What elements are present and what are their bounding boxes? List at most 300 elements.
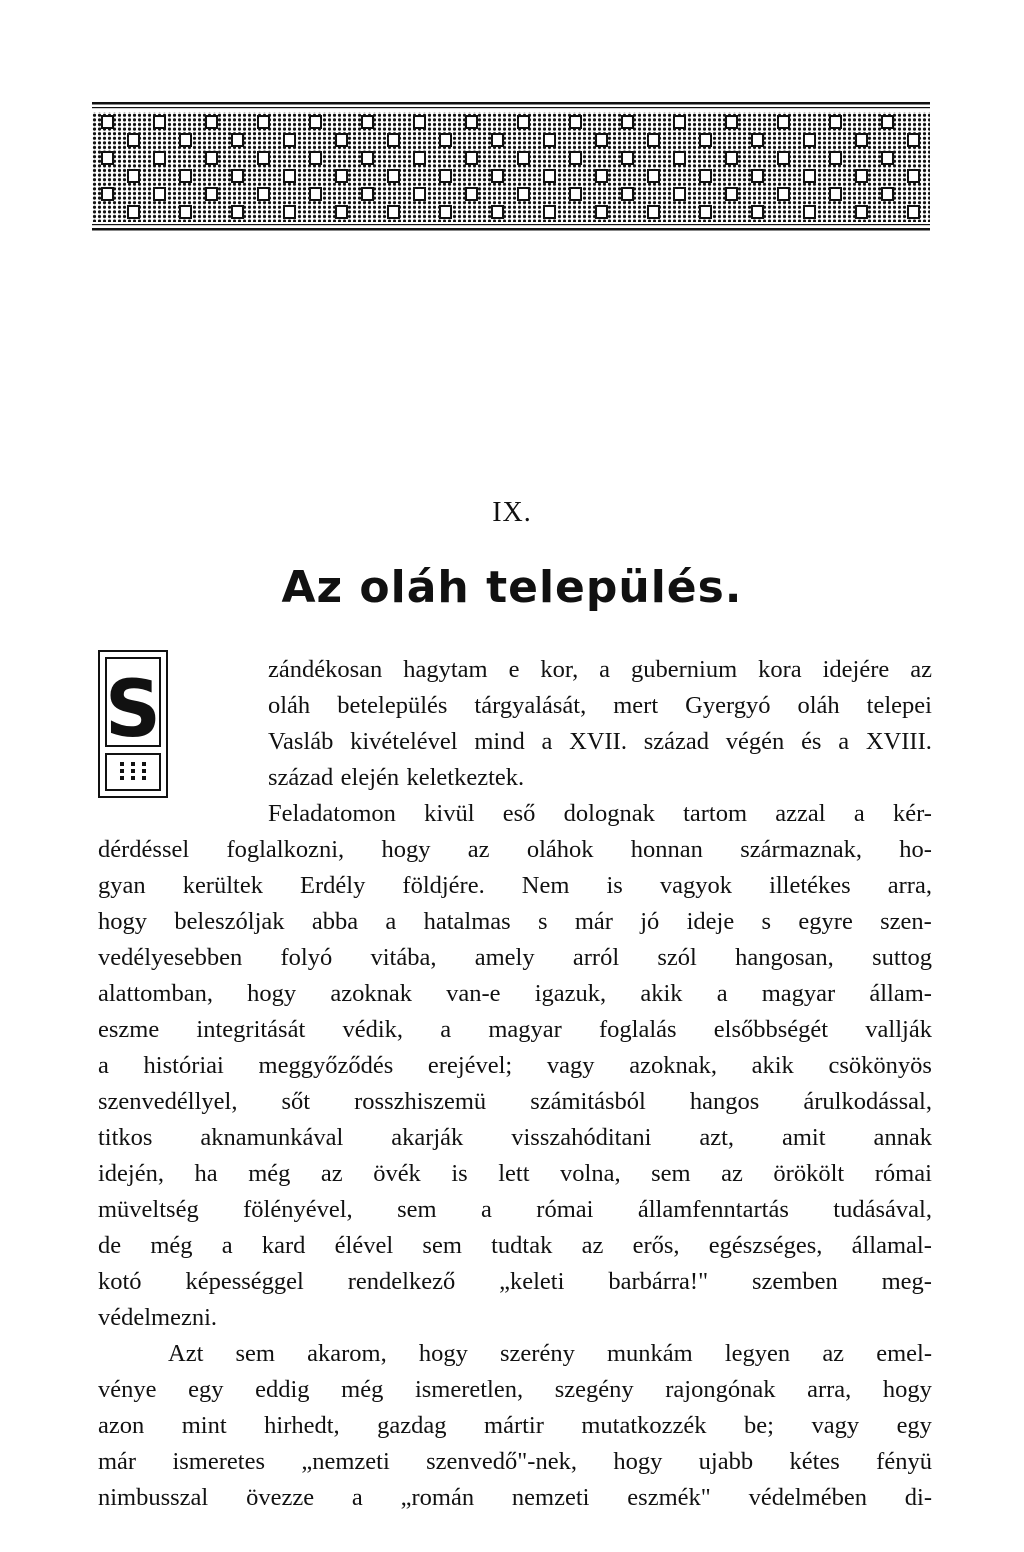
word: históriai xyxy=(143,1052,224,1079)
word: titkos xyxy=(98,1124,153,1151)
word: akik xyxy=(640,980,683,1007)
chapter-title: Az oláh település. xyxy=(281,562,743,613)
ornament-square xyxy=(856,170,867,182)
word: integritását xyxy=(196,1016,306,1043)
word: magyar xyxy=(488,1016,562,1043)
ornament-square xyxy=(362,152,373,164)
ornament-square xyxy=(804,134,815,146)
text-line xyxy=(98,760,932,796)
word: kotó xyxy=(98,1268,142,1295)
ornament-square xyxy=(622,116,633,128)
text-line xyxy=(98,1084,932,1120)
text-line xyxy=(98,976,932,1012)
word: a xyxy=(440,1016,452,1043)
word: ujabb xyxy=(698,1448,754,1475)
word: eszmék" xyxy=(627,1484,711,1511)
word: övék xyxy=(373,1160,421,1187)
word: akarom, xyxy=(307,1340,387,1367)
word: Vasláb xyxy=(268,728,334,755)
word: azoknak, xyxy=(629,1052,717,1079)
ornament-square xyxy=(310,116,321,128)
ornament-square xyxy=(180,134,191,146)
ornament-square xyxy=(128,170,139,182)
word: „nemzeti xyxy=(301,1448,390,1475)
word: eső xyxy=(502,800,536,827)
text-line xyxy=(98,652,932,688)
text-line xyxy=(98,1408,932,1444)
ornament-square xyxy=(284,134,295,146)
ornament-square xyxy=(570,116,581,128)
word: szemben xyxy=(752,1268,838,1295)
word: vitába, xyxy=(370,944,437,971)
word: azt, xyxy=(699,1124,735,1151)
word: keletkeztek. xyxy=(406,764,525,791)
ornament-square xyxy=(570,152,581,164)
word: örökölt xyxy=(773,1160,845,1187)
word: már xyxy=(574,908,613,935)
word: munkám xyxy=(606,1340,693,1367)
text-line xyxy=(98,796,932,832)
word: hagytam xyxy=(403,656,488,683)
word: lett xyxy=(498,1160,530,1187)
ornament-square xyxy=(258,116,269,128)
word: tudásával, xyxy=(833,1196,932,1223)
word: végén xyxy=(725,728,785,755)
word: a xyxy=(480,1196,492,1223)
ornament-square xyxy=(362,188,373,200)
word: hogy xyxy=(882,1376,932,1403)
word: a xyxy=(838,728,850,755)
word: s xyxy=(537,908,548,935)
word: illetékes xyxy=(769,872,851,899)
ornament-square xyxy=(674,188,685,200)
word: ismeretlen, xyxy=(414,1376,524,1403)
text-line xyxy=(98,1120,932,1156)
word: árulkodással, xyxy=(803,1088,932,1115)
word: idejére xyxy=(822,656,890,683)
ornament-square xyxy=(492,134,503,146)
word: szól xyxy=(657,944,697,971)
word: kard xyxy=(261,1232,306,1259)
word: a xyxy=(221,1232,233,1259)
text-line xyxy=(98,1372,932,1408)
word: legyen xyxy=(724,1340,791,1367)
word: aknamunkával xyxy=(200,1124,344,1151)
chapter-body xyxy=(98,652,932,1516)
word: is xyxy=(451,1160,468,1187)
ornament-square xyxy=(830,152,841,164)
ornament-square xyxy=(726,188,737,200)
ornament-square xyxy=(518,152,529,164)
word: Nem xyxy=(521,872,570,899)
ornament-square xyxy=(154,188,165,200)
word: kora xyxy=(758,656,802,683)
word: sőt xyxy=(281,1088,311,1115)
word: szerény xyxy=(500,1340,575,1367)
ornament-square xyxy=(700,134,711,146)
ornament-square xyxy=(752,206,763,218)
ornament-square xyxy=(206,152,217,164)
word: származnak, xyxy=(740,836,862,863)
word: államal- xyxy=(851,1232,932,1259)
word: is xyxy=(606,872,623,899)
word: hogy xyxy=(247,980,297,1007)
word: mind xyxy=(474,728,525,755)
word: még xyxy=(248,1160,291,1187)
ornament-square xyxy=(310,152,321,164)
ornament-square xyxy=(258,152,269,164)
ornament-square xyxy=(414,188,425,200)
ornament-square xyxy=(440,134,451,146)
word: annak xyxy=(873,1124,932,1151)
text-line xyxy=(98,1228,932,1264)
ornament-square xyxy=(336,134,347,146)
word: élével xyxy=(334,1232,394,1259)
word: a xyxy=(98,1052,109,1079)
word: visszahóditani xyxy=(511,1124,652,1151)
ornament-square xyxy=(154,116,165,128)
text-line xyxy=(98,1192,932,1228)
ornament-square xyxy=(466,188,477,200)
ornament-square xyxy=(700,206,711,218)
ornament-square xyxy=(206,116,217,128)
word: kér- xyxy=(892,800,932,827)
ornament-square xyxy=(908,206,919,218)
word: vedélyesebben xyxy=(98,944,243,971)
word: a xyxy=(385,908,397,935)
ornament-square xyxy=(284,206,295,218)
word: eszme xyxy=(98,1016,160,1043)
text-line xyxy=(98,1156,932,1192)
word: Gyergyó xyxy=(685,692,771,719)
ornament-square xyxy=(102,188,113,200)
text-line xyxy=(98,688,932,724)
word: idején, xyxy=(98,1160,164,1187)
word: a xyxy=(541,728,553,755)
ornament-square xyxy=(544,134,555,146)
word: tartom xyxy=(683,800,748,827)
ornament-square xyxy=(648,134,659,146)
text-line xyxy=(98,1012,932,1048)
word: a xyxy=(599,656,611,683)
word: magyar xyxy=(761,980,836,1007)
word: eddig xyxy=(255,1376,310,1403)
word: erejével; xyxy=(427,1052,513,1079)
word: e xyxy=(508,656,520,683)
word: foglalás xyxy=(599,1016,677,1043)
ornament-square xyxy=(596,170,607,182)
word: barbárra!" xyxy=(608,1268,709,1295)
ornament-square xyxy=(882,116,893,128)
word: betelepülés xyxy=(337,692,448,719)
ornament-square xyxy=(908,134,919,146)
word: kivételével xyxy=(350,728,458,755)
word: az xyxy=(467,836,490,863)
word: ideje xyxy=(686,908,735,935)
word: s xyxy=(761,908,772,935)
word: azoknak xyxy=(330,980,412,1007)
word: hogy xyxy=(381,836,431,863)
ornament-square xyxy=(466,152,477,164)
ornament-square xyxy=(258,188,269,200)
ornament-square xyxy=(726,152,737,164)
text-line xyxy=(98,1264,932,1300)
ornament-square xyxy=(882,188,893,200)
word: az xyxy=(822,1340,845,1367)
word: di- xyxy=(904,1484,932,1511)
ornament-square xyxy=(908,170,919,182)
word: „keleti xyxy=(499,1268,565,1295)
word: gubernium xyxy=(631,656,738,683)
word: vagyok xyxy=(659,872,732,899)
ornament-square xyxy=(778,152,789,164)
word: erős, xyxy=(632,1232,680,1259)
text-line xyxy=(98,1444,932,1480)
word: szegény xyxy=(554,1376,634,1403)
ornament-square xyxy=(804,170,815,182)
text-line xyxy=(98,1048,932,1084)
word: még xyxy=(341,1376,384,1403)
ornament-square xyxy=(856,206,867,218)
ornament-square xyxy=(622,152,633,164)
word: meggyőződés xyxy=(258,1052,394,1079)
word: kor, xyxy=(540,656,579,683)
ornament-square xyxy=(882,152,893,164)
ornament-square xyxy=(336,170,347,182)
ornament-square xyxy=(674,116,685,128)
text-line xyxy=(98,1336,932,1372)
word: telepei xyxy=(866,692,932,719)
word: Feladatomon xyxy=(268,800,396,827)
ornament-square xyxy=(232,170,243,182)
word: kivül xyxy=(424,800,475,827)
word: mint xyxy=(181,1412,227,1439)
ornament-square xyxy=(804,206,815,218)
word: képességgel xyxy=(185,1268,304,1295)
word: vagy xyxy=(546,1052,595,1079)
word: „román xyxy=(400,1484,475,1511)
text-line xyxy=(98,904,932,940)
word: már xyxy=(98,1448,137,1475)
ornament-square xyxy=(492,206,503,218)
word: hangos xyxy=(689,1088,760,1115)
decorative-header-border xyxy=(92,90,930,240)
word: század xyxy=(643,728,710,755)
word: rosszhiszemü xyxy=(354,1088,487,1115)
word: hatalmas xyxy=(423,908,511,935)
ornament-square xyxy=(648,170,659,182)
word: még xyxy=(150,1232,193,1259)
ornament-square xyxy=(102,152,113,164)
ornament-square xyxy=(856,134,867,146)
word: fölényével, xyxy=(243,1196,353,1223)
ornament-square xyxy=(518,188,529,200)
ornament-square xyxy=(154,152,165,164)
word: oláh xyxy=(797,692,840,719)
word: azzal xyxy=(775,800,826,827)
word: beleszóljak xyxy=(174,908,285,935)
word: XVII. xyxy=(569,728,627,755)
ornament-square xyxy=(440,206,451,218)
chapter-number: IX. xyxy=(492,497,532,528)
text-line xyxy=(98,724,932,760)
ornament-square xyxy=(128,206,139,218)
word: fényü xyxy=(876,1448,932,1475)
word: de xyxy=(98,1232,122,1259)
word: állam- xyxy=(869,980,932,1007)
word: meg- xyxy=(881,1268,932,1295)
word: be; xyxy=(744,1412,774,1439)
ornament-square xyxy=(388,206,399,218)
word: egyre xyxy=(798,908,853,935)
word: müveltség xyxy=(98,1196,199,1223)
ornament-square xyxy=(596,206,607,218)
word: emel- xyxy=(876,1340,932,1367)
word: ha xyxy=(194,1160,218,1187)
word: ho- xyxy=(899,836,932,863)
word: egészséges, xyxy=(708,1232,823,1259)
ornament-square xyxy=(128,134,139,146)
word: volna, xyxy=(560,1160,621,1187)
word: rendelkező xyxy=(347,1268,456,1295)
ornament-square xyxy=(180,206,191,218)
word: gyan xyxy=(98,872,146,899)
word: védelmezni. xyxy=(98,1304,218,1331)
word: elsőbbségét xyxy=(713,1016,829,1043)
text-line xyxy=(98,868,932,904)
ornament-square xyxy=(596,134,607,146)
word: római xyxy=(874,1160,932,1187)
ornament-square xyxy=(778,188,789,200)
word: igazuk, xyxy=(534,980,607,1007)
word: nimbusszal xyxy=(98,1484,209,1511)
word: Azt xyxy=(168,1340,204,1367)
ornament-square xyxy=(466,116,477,128)
ornament-square xyxy=(544,170,555,182)
ornament-square xyxy=(622,188,633,200)
ornament-square xyxy=(492,170,503,182)
word: a xyxy=(853,800,865,827)
word: a xyxy=(716,980,728,1007)
word: jó xyxy=(640,908,660,935)
ornament-square xyxy=(830,188,841,200)
word: XVIII. xyxy=(865,728,932,755)
word: abba xyxy=(311,908,359,935)
word: szen- xyxy=(880,908,932,935)
word: hogy xyxy=(613,1448,663,1475)
word: oláhok xyxy=(526,836,594,863)
word: rajongónak xyxy=(665,1376,776,1403)
ornament-square xyxy=(336,206,347,218)
word: földjére. xyxy=(402,872,485,899)
word: azon xyxy=(98,1412,145,1439)
word: ismeretes xyxy=(172,1448,265,1475)
word: hangosan, xyxy=(735,944,834,971)
word: egy xyxy=(896,1412,932,1439)
word: arra, xyxy=(887,872,932,899)
word: honnan xyxy=(630,836,703,863)
word: számitásból xyxy=(530,1088,646,1115)
word: alattomban, xyxy=(98,980,213,1007)
word: mártir xyxy=(484,1412,544,1439)
ornament-square xyxy=(310,188,321,200)
word: az xyxy=(721,1160,743,1187)
word: sem xyxy=(651,1160,691,1187)
word: mutatkozzék xyxy=(581,1412,707,1439)
word: dérdéssel xyxy=(98,836,190,863)
word: Erdély xyxy=(300,872,366,899)
word: akarják xyxy=(391,1124,464,1151)
word: század xyxy=(268,764,334,791)
word: vénye xyxy=(98,1376,157,1403)
ornament-square xyxy=(648,206,659,218)
word: akik xyxy=(751,1052,794,1079)
word: hogy xyxy=(98,908,147,935)
word: szenvedő"-nek, xyxy=(426,1448,577,1475)
word: arról xyxy=(572,944,620,971)
word: az xyxy=(910,656,932,683)
word: kerültek xyxy=(182,872,263,899)
text-line xyxy=(98,1300,932,1336)
word: római xyxy=(536,1196,594,1223)
ornament-square xyxy=(752,134,763,146)
ornament-square xyxy=(830,116,841,128)
ornament-square xyxy=(518,116,529,128)
ornament-square xyxy=(388,134,399,146)
ornament-square xyxy=(544,206,555,218)
word: hogy xyxy=(418,1340,468,1367)
word: zándékosan xyxy=(268,656,383,683)
word: dolognak xyxy=(563,800,655,827)
word: és xyxy=(801,728,822,755)
word: államfenntartás xyxy=(637,1196,789,1223)
word: védik, xyxy=(342,1016,404,1043)
word: gazdag xyxy=(377,1412,447,1439)
word: az xyxy=(581,1232,604,1259)
ornament-square xyxy=(440,170,451,182)
drop-cap-letter: S xyxy=(104,665,162,755)
word: sem xyxy=(422,1232,462,1259)
ornament-square xyxy=(778,116,789,128)
ornament-square xyxy=(726,116,737,128)
ornament-square xyxy=(414,116,425,128)
word: kétes xyxy=(789,1448,840,1475)
text-line xyxy=(98,832,932,868)
word: egy xyxy=(188,1376,224,1403)
ornament-square xyxy=(232,134,243,146)
word: tárgyalását, xyxy=(474,692,587,719)
word: csökönyös xyxy=(828,1052,932,1079)
word: védelmében xyxy=(748,1484,867,1511)
ornament-square xyxy=(414,152,425,164)
word: mert xyxy=(613,692,659,719)
ornament-square xyxy=(570,188,581,200)
ornament-square xyxy=(102,116,113,128)
ornament-square xyxy=(284,170,295,182)
ornament-square xyxy=(752,170,763,182)
ornament-square xyxy=(206,188,217,200)
word: hirhedt, xyxy=(264,1412,340,1439)
text-line xyxy=(98,1480,932,1516)
word: suttog xyxy=(872,944,932,971)
word: az xyxy=(320,1160,343,1187)
word: elején xyxy=(340,764,400,791)
word: vagy xyxy=(811,1412,860,1439)
ornament-square xyxy=(674,152,685,164)
ornament-square xyxy=(180,170,191,182)
word: arra, xyxy=(807,1376,852,1403)
word: tudtak xyxy=(491,1232,553,1259)
